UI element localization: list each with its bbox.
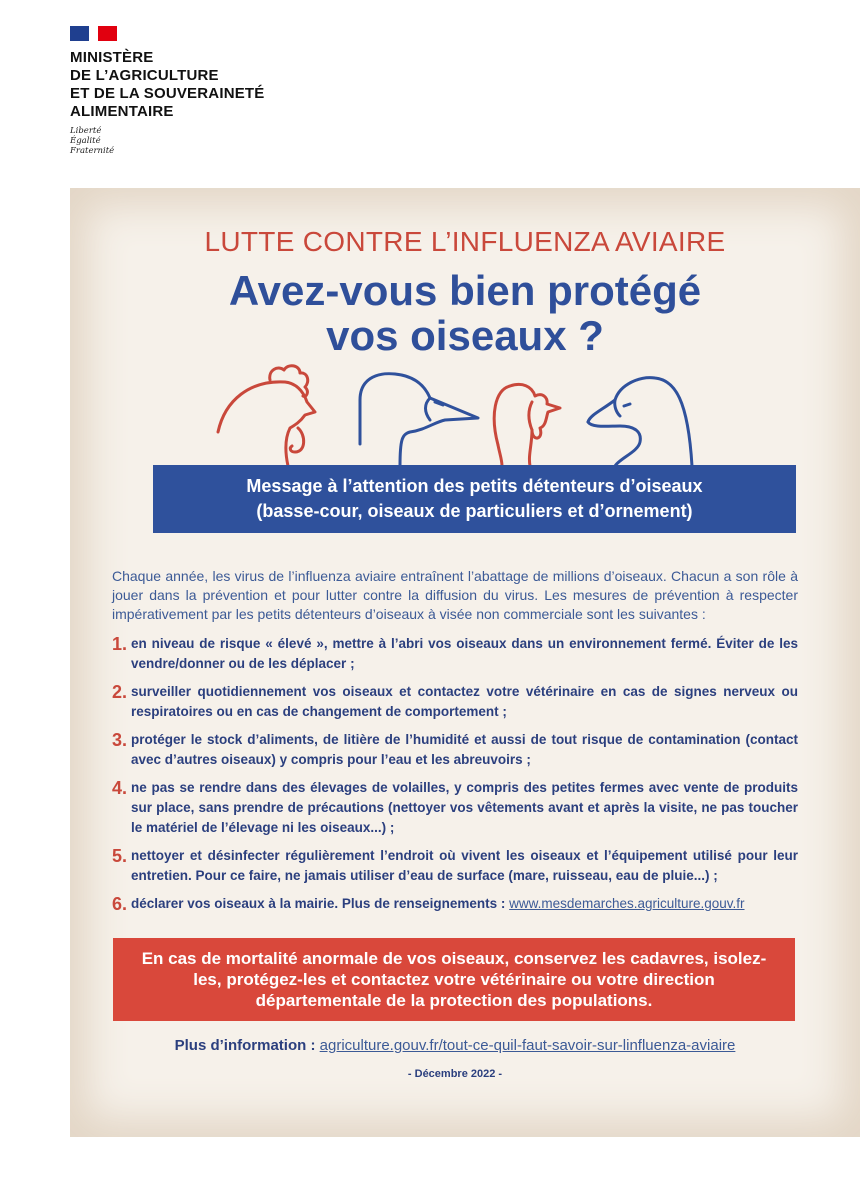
item-text: déclarer vos oiseaux à la mairie. Plus de renseignements :	[131, 896, 510, 911]
item-text: ne pas se rendre dans des élevages de volailles, y compris des petites fermes avec vente de produits sur place, sans prendre de précautions (nettoyer vos vêtements avant et après la visite, ne pas toucher le matériel de l’élevage ni les oiseaux...) ;	[131, 780, 798, 835]
alert-text: En cas de mortalité anormale de vos oiseaux, conservez les cadavres, isolez-les, protégez-les et contactez votre vétérinaire ou votre direction départementale de la protection des populations.	[141, 949, 767, 1010]
item-number: 6.	[112, 894, 128, 914]
intro-paragraph: Chaque année, les virus de l’influenza aviaire entraînent l’abattage de millions d’oiseaux. Chacun a son rôle à jouer dans la prévention et pour lutter contre la diffusion du virus. Les mesures de prévention à respecter impérativement par les petits détenteurs d’oiseaux à visée non commerciale sont les suivantes :	[112, 568, 798, 622]
item-number: 5.	[112, 846, 128, 866]
banner-line: Message à l’attention des petits détenteurs d’oiseaux	[246, 476, 703, 496]
poster-title	[70, 268, 860, 358]
poster-kicker: LUTTE CONTRE L’INFLUENZA AVIAIRE	[204, 226, 726, 257]
publication-date: - Décembre 2022 -	[407, 1068, 503, 1080]
item-number: 3.	[112, 730, 128, 750]
list-item	[112, 682, 798, 722]
item-number: 2.	[112, 682, 128, 702]
list-item	[112, 634, 798, 674]
goose-icon	[360, 374, 478, 466]
item-text: protéger le stock d’aliments, de litière de l’humidité et aussi de tout risque de contamination (contact avec d’autres oiseaux) y compris pour l’eau et les abreuvoirs ;	[131, 732, 798, 767]
ministry-line: DE L’AGRICULTURE	[70, 67, 219, 84]
ministry-line: ET DE LA SOUVERAINETÉ	[70, 85, 265, 102]
ministry-line: MINISTÈRE	[70, 49, 154, 66]
motto-line: Fraternité	[70, 146, 115, 156]
more-info-label: Plus d’information :	[174, 1037, 316, 1054]
mesdemarches-link[interactable]: www.mesdemarches.agriculture.gouv.fr	[509, 896, 745, 911]
motto-line: Égalité	[70, 136, 101, 146]
title-line: vos oiseaux ?	[326, 312, 604, 359]
birds-illustration	[210, 360, 730, 466]
ministry-line: ALIMENTAIRE	[70, 103, 174, 120]
item-number: 1.	[112, 634, 128, 654]
poster-body	[112, 567, 798, 1080]
more-info-link[interactable]: agriculture.gouv.fr/tout-ce-quil-faut-savoir-sur-linfluenza-aviaire	[319, 1037, 736, 1054]
list-item	[112, 730, 798, 770]
marianne-flag-icon	[70, 26, 117, 41]
mortality-alert-box	[113, 938, 795, 1021]
list-item	[112, 846, 798, 886]
item-text: surveiller quotidiennement vos oiseaux et contactez votre vétérinaire en cas de signes nerveux ou respiratoires ou en cas de changement de comportement ;	[131, 684, 798, 719]
motto	[70, 126, 265, 156]
item-text: nettoyer et désinfecter régulièrement l’endroit où vivent les oiseaux et l’équipement utilisé pour leur entretien. Pour ce faire, ne jamais utiliser d’eau de surface (mare, ruisseau, eau de pluie...) ;	[131, 848, 798, 883]
rooster-icon	[218, 366, 315, 466]
title-line: Avez-vous bien protégé	[228, 267, 702, 314]
item-number: 4.	[112, 778, 128, 798]
more-info	[112, 1037, 798, 1054]
ministry-logo	[70, 26, 265, 156]
ministry-name	[70, 49, 265, 121]
poster	[70, 188, 860, 1137]
audience-banner	[153, 465, 796, 533]
duck-icon	[588, 378, 692, 466]
motto-line: Liberté	[70, 126, 102, 136]
measures-list	[112, 634, 798, 914]
turkey-icon	[494, 384, 560, 466]
banner-line: (basse-cour, oiseaux de particuliers et d’ornement)	[256, 501, 693, 521]
item-text: en niveau de risque « élevé », mettre à l’abri vos oiseaux dans un environnement fermé. Éviter de les vendre/donner ou de les déplacer ;	[131, 636, 798, 671]
list-item	[112, 778, 798, 838]
list-item	[112, 894, 798, 914]
